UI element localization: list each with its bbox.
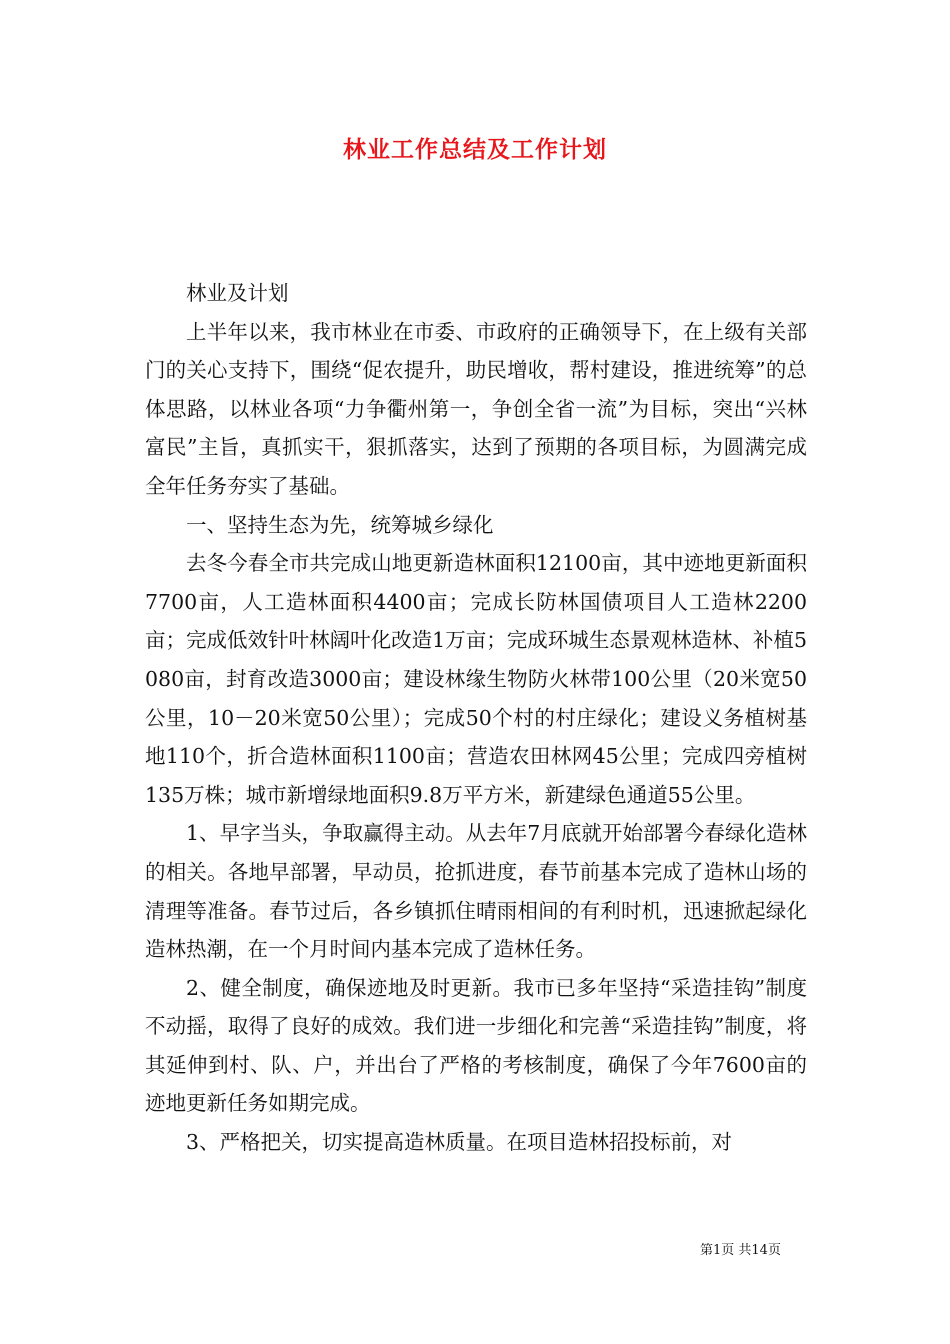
document-body [145,274,807,1162]
document-title: 林业工作总结及工作计划 [343,136,607,163]
section-heading-1: 一、坚持生态为先，统筹城乡绿化 [186,512,494,537]
paragraph-heading: 林业及计划 [186,281,289,305]
paragraph-item-3: 3、严格把关，切实提高造林质量。在项目造林招投标前，对 [186,1130,733,1155]
paragraph-afforestation-stats: 去冬今春全市共完成山地更新造林面积12100亩，其中迹地更新面积7700亩，人工造林面积4400亩；完成长防林国债项目人工造林2200亩；完成低效针叶林阔叶化改造1万亩；完成环城生态景观林造林、补植5080亩，封育改造3000亩；建设林缘生物防火林带100公里（20米宽50公里，10－20米宽50公里）；完成50个村的村庄绿化；建设义务植树基地110个，折合造林面积1100亩；营造农田林网45公里；完成四旁植树135万株；城市新增绿地面积9.8万平方米，新建绿色通道55公里。 [145,551,807,807]
paragraph-intro: 上半年以来，我市林业在市委、市政府的正确领导下，在上级有关部门的关心支持下，围绕“促农提升，助民增收，帮村建设，推进统筹”的总体思路，以林业各项“力争衢州第一，争创全省一流”为目标，突出“兴林富民”主旨，真抓实干，狠抓落实，达到了预期的各项目标，为圆满完成全年任务夯实了基础。 [145,319,807,498]
paragraph-item-1: 1、早字当头，争取赢得主动。从去年7月底就开始部署今春绿化造林的相关。各地早部署，早动员，抢抓进度，春节前基本完成了造林山场的清理等准备。春节过后，各乡镇抓住晴雨相间的有利时机，迅速掀起绿化造林热潮，在一个月时间内基本完成了造林任务。 [145,821,807,962]
paragraph-item-2: 2、健全制度，确保迹地及时更新。我市已多年坚持“采造挂钩”制度不动摇，取得了良好的成效。我们进一步细化和完善“采造挂钩”制度，将其延伸到村、队、户，并出台了严格的考核制度，确保了今年7600亩的迹地更新任务如期完成。 [145,975,807,1116]
page-number-footer: 第1页 共14页 [700,1243,781,1258]
